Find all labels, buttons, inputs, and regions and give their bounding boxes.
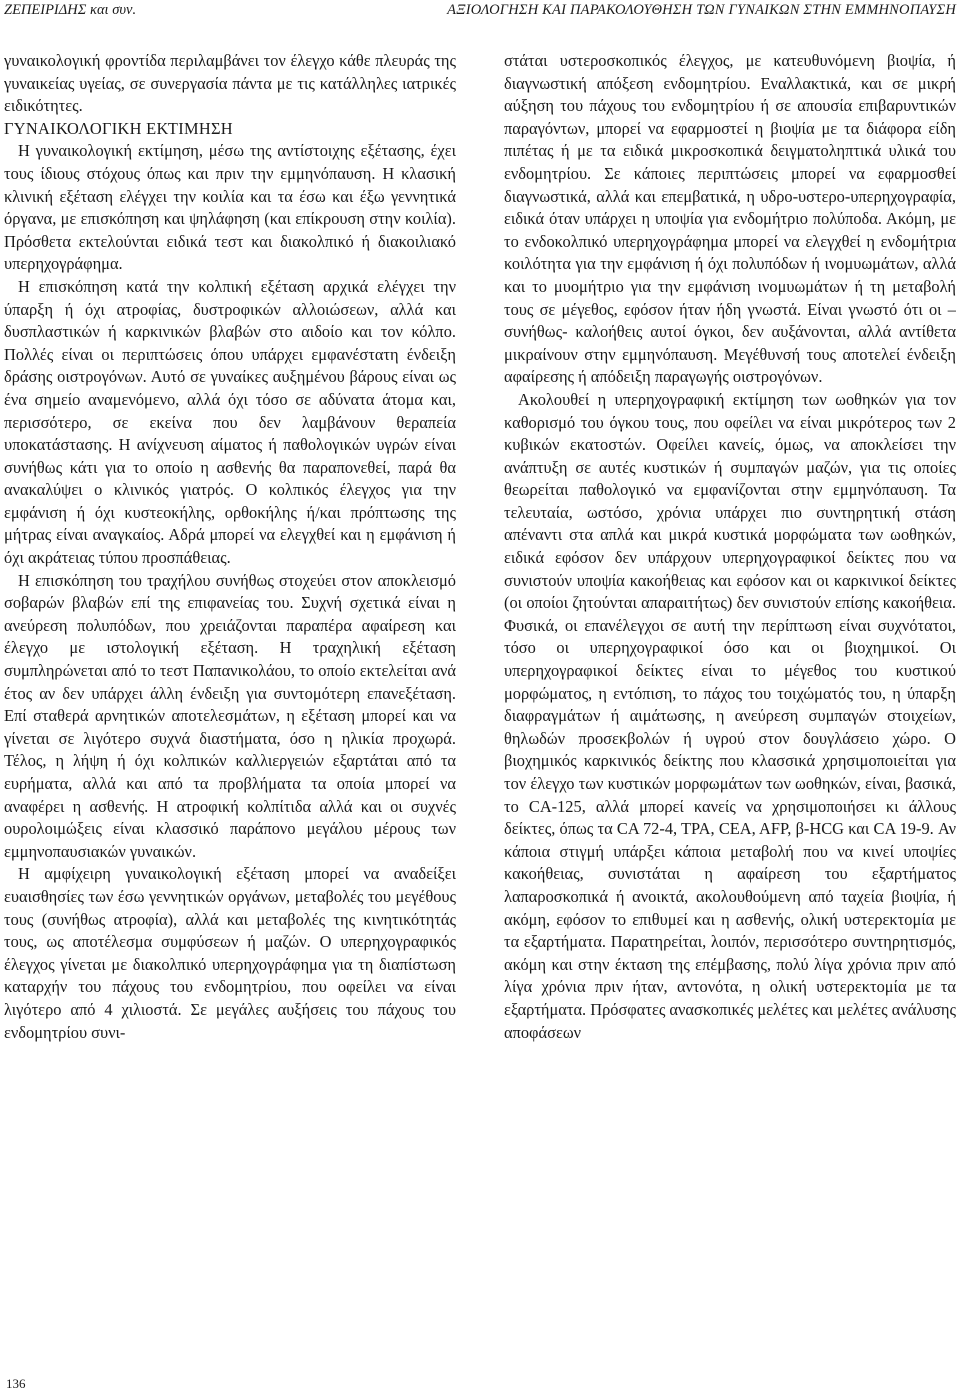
- running-head-title: ΑΞΙΟΛΟΓΗΣΗ ΚΑΙ ΠΑΡΑΚΟΛΟΥΘΗΣΗ ΤΩΝ ΓΥΝΑΙΚΩΝ ΣΤΗΝ ΕΜΜΗΝΟΠΑΥΣΗ: [447, 2, 956, 18]
- running-head-authors: ΖΕΠΕΙΡΙΔΗΣ και συν.: [4, 2, 137, 18]
- body-paragraph: Η αμφίχειρη γυναικολογική εξέταση μπορεί να αναδείξει ευαισθησίες των έσω γεννητικών οργάνων, μεταβολές του μεγέθους τους (συνήθως ατροφία), αλλά και μεταβολές της κινητικότητάς τους, ως αποτέλεσμα συμφύσεων ή μαζών. Ο υπερηχογραφικός έλεγχος γίνεται με διακολπικό υπερηχογράφημα για τη διαπίστωση καταρχήν του πάχους του ενδομητρίου, που οφείλει να είναι λιγότερο από 4 χιλιοστά. Σε μεγάλες αυξήσεις του πάχους του ενδομητρίου συνι-: [4, 864, 456, 1042]
- body-paragraph: Η επισκόπηση κατά την κολπική εξέταση αρχικά ελέγχει την ύπαρξη ή όχι ατροφίας, δυστροφικών αλλοιώσεων, αλλά και δυσπλαστικών ή καρκινικών βλαβών στο αιδοίο και τον κόλπο. Πολλές είναι οι περιπτώσεις όπου υπάρχει εμφανέστατη ένδειξη δράσης οιστρογόνων. Αυτό σε γυναίκες αυξημένου βάρους είναι ως ένα σημείο αναμενόμενο, αλλά όχι τόσο σε αδύνατα άτομα και, περισσότερο, σε εκείνα που δεν λαμβάνουν θεραπεία υποκατάστασης. Η ανίχνευση αίματος ή παθολογικών υγρών είναι συνήθως κάτι για το οποίο η ασθενής θα παραπονεθεί, παρά θα ανακαλύψει ο κλινικός γιατρός. Ο κολπικός έλεγχος για την εμφάνιση ή όχι κυστεοκήλης, ορθοκήλης ή/και πρόπτωσης της μήτρας είναι αναγκαίος. Αδρά μπορεί να ελεγχθεί και η εμφάνιση ή όχι ακράτειας τύπου προσπάθειας.: [4, 276, 456, 568]
- body-paragraph: Ακολουθεί η υπερηχογραφική εκτίμηση των ωοθηκών για τον καθορισμό του όγκου τους, που οφείλει να είναι μικρότερος των 2 κυβικών εκατοστών. Οφείλει κανείς, όμως, να αποκλείσει την ανάπτυξη σε αυτές κυστικών ή συμπαγών μαζών, για τις οποίες θεωρείται παθολογικό να εμφανίζονται στην εμμηνόπαυση. Τα τελευταία, ωστόσο, χρόνια υπάρχει πιο συντηρητική στάση απέναντι στα απλά και μικρά κυστικά μορφώματα των ωοθηκών, ειδικά εφόσον δεν υπάρχουν υπερηχογραφικοί δείκτες που να συνιστούν υποψία κακοήθειας και εφόσον και οι καρκινικοί δείκτες (οι οποίοι ζητούνται απαραιτήτως) δεν συνιστούν επίσης κακοήθεια. Φυσικά, οι επανέλεγχοι σε αυτή την περίπτωση είναι συχνότατοι, τόσο οι υπερηχογραφικοί όσο και οι βιοχημικοί. Οι υπερηχογραφικοί δείκτες είναι το μέγεθος του κυστικού μορφώματος, η εντόπιση, το πάχος του τοιχώματός του, η ύπαρξη διαφραγμάτων ή αιμάτωσης, η ανεύρεση συμπαγών στοιχείων, θηλωδών προσεκβολών ή υγρού στον δουγλάσειο χώρο. Ο βιοχημικός καρκινικός δείκτης που κλασσικά χρησιμοποιείται για τον έλεγχο των κυστικών μορφωμάτων των ωοθηκών, είναι, βασικά, το CA-125, αλλά μπορεί κανείς να χρησιμοποιήσει κι άλλους δείκτες, όπως τα CA 72-4, TPA, CEA, AFP, β-HCG και CA 19-9. Αν κάποια στιγμή υπάρξει κάποια μεταβολή που να κινεί υποψίες κακοήθειας, συνιστάται η αφαίρεση του εξαρτήματος λαπαροσκοπικά ή ανοικτά, ακολουθούμενη από ταχεία βιοψία, ή ακόμη, εφόσον το επιθυμεί και η ασθενής, ολική υστερεκτομία με τα εξαρτήματα. Παρατηρείται, λοιπόν, περισσότερο συντηρητισμός, ακόμη και στην έκταση της επέμβασης, πολύ λίγα χρόνια πριν από λίγα χρόνια πριν ήταν, αντονότα, η ολική υστερεκτομία με τα εξαρτήματα. Πρόσφατες ανασκοπικές μελέτες και μελέτες ανάλυσης αποφάσεων: [504, 389, 956, 1042]
- running-head: [0, 0, 960, 20]
- page-number: 136: [6, 1376, 26, 1391]
- body-paragraph: Η επισκόπηση του τραχήλου συνήθως στοχεύει στον αποκλεισμό σοβαρών βλαβών επί της επιφανείας του. Συχνή σχετικά είναι η ανεύρεση πολυπόδων, που χρειάζονται παραπέρα αφαίρεση και έλεγχο με ιστολογική εξέταση. Η τραχηλική εξέταση συμπληρώνεται από το τεστ Παπανικολάου, το οποίο εκτελείται ανά έτος αν δεν υπάρχει άλλη ένδειξη για συντομότερη επανεξέταση. Επί σταθερά αρνητικών αποτελεσμάτων, η εξέταση μπορεί και να γίνεται σε λιγότερο συχνά διαστήματα, όσο η ηλικία προχωρά. Τέλος, η λήψη ή όχι κολπικών καλλιεργειών εξαρτάται από τα ευρήματα, αλλά και από τα προβλήματα τα οποία μπορεί να αναφέρει η ασθενής. Η ατροφική κολπίτιδα αλλά και οι συχνές ουρολοιμώξεις είναι κλασσικό παράπονο μεγάλου μέρους των εμμηνοπαυσιακών γυναικών.: [4, 570, 456, 861]
- body-paragraph: στάται υστεροσκοπικός έλεγχος, με κατευθυνόμενη βιοψία, ή διαγνωστική απόξεση ενδομητρίου. Εναλλακτικά, και σε μικρή αύξηση του πάχους του ενδομητρίου ή σε απουσία επιβαρυντικών παραγόντων, μπορεί να εφαρμοστεί η βιοψία με τα διάφορα είδη πιπέτας ή με τα ειδικά μικροσκοπικά δειγματοληπτικά υλικά του ενδομητρίου. Σε κάποιες περιπτώσεις μπορεί να εφαρμοσθεί διαγνωστικά, αλλά και επεμβατικά, η υδρο-υστερο-υπερηχογραφία, ειδικά όταν υπάρχει η υποψία για ενδομήτριο πολύποδα. Ακόμη, με το ενδοκολπικό υπερηχογράφημα μπορεί να ελεγχθεί η ενδομήτρια κοιλότητα για την εμφάνιση ή όχι πολυπόδων ή ινομυωμάτων, αλλά και το μυομήτριο για την εμφάνιση ινομυωμάτων ή τη μεταβολή τους σε μέγεθος, εφόσον ήταν ήδη γνωστά. Είναι γνωστό ότι οι –συνήθως- καλοήθεις αυτοί όγκοι, δεν αυξάνονται, αλλά αντίθετα μικραίνουν στην εμμηνόπαυση. Μεγέθυνσή τους αποτελεί ένδειξη αφαίρεσης ή απόδειξη παραγωγής οιστρογόνων.: [504, 51, 956, 387]
- left-column: [4, 50, 456, 1370]
- body-paragraph: Η γυναικολογική εκτίμηση, μέσω της αντίστοιχης εξέτασης, έχει τους ίδιους στόχους όπως και πριν την εμμηνόπαυση. Η κλασική κλινική εξέταση ελέγχει την κοιλία και τα έσω και έξω γεννητικά όργανα, με επισκόπηση και ψηλάφηση (και επίκρουση στην κοιλία). Πρόσθετα εκτελούνται ειδικά τεστ και διακολπικό ή διακοιλιακό υπερηχογράφημα.: [4, 141, 456, 274]
- section-heading: ΓΥΝΑΙΚΟΛΟΓΙΚΗ ΕΚΤΙΜΗΣΗ: [4, 118, 233, 138]
- right-column: [504, 50, 956, 1370]
- intro-paragraph: γυναικολογική φροντίδα περιλαμβάνει τον έλεγχο κάθε πλευράς της γυναικείας υγείας, σε συνεργασία πάντα με τις κατάλληλες ιατρικές ειδικότητες.: [4, 51, 456, 116]
